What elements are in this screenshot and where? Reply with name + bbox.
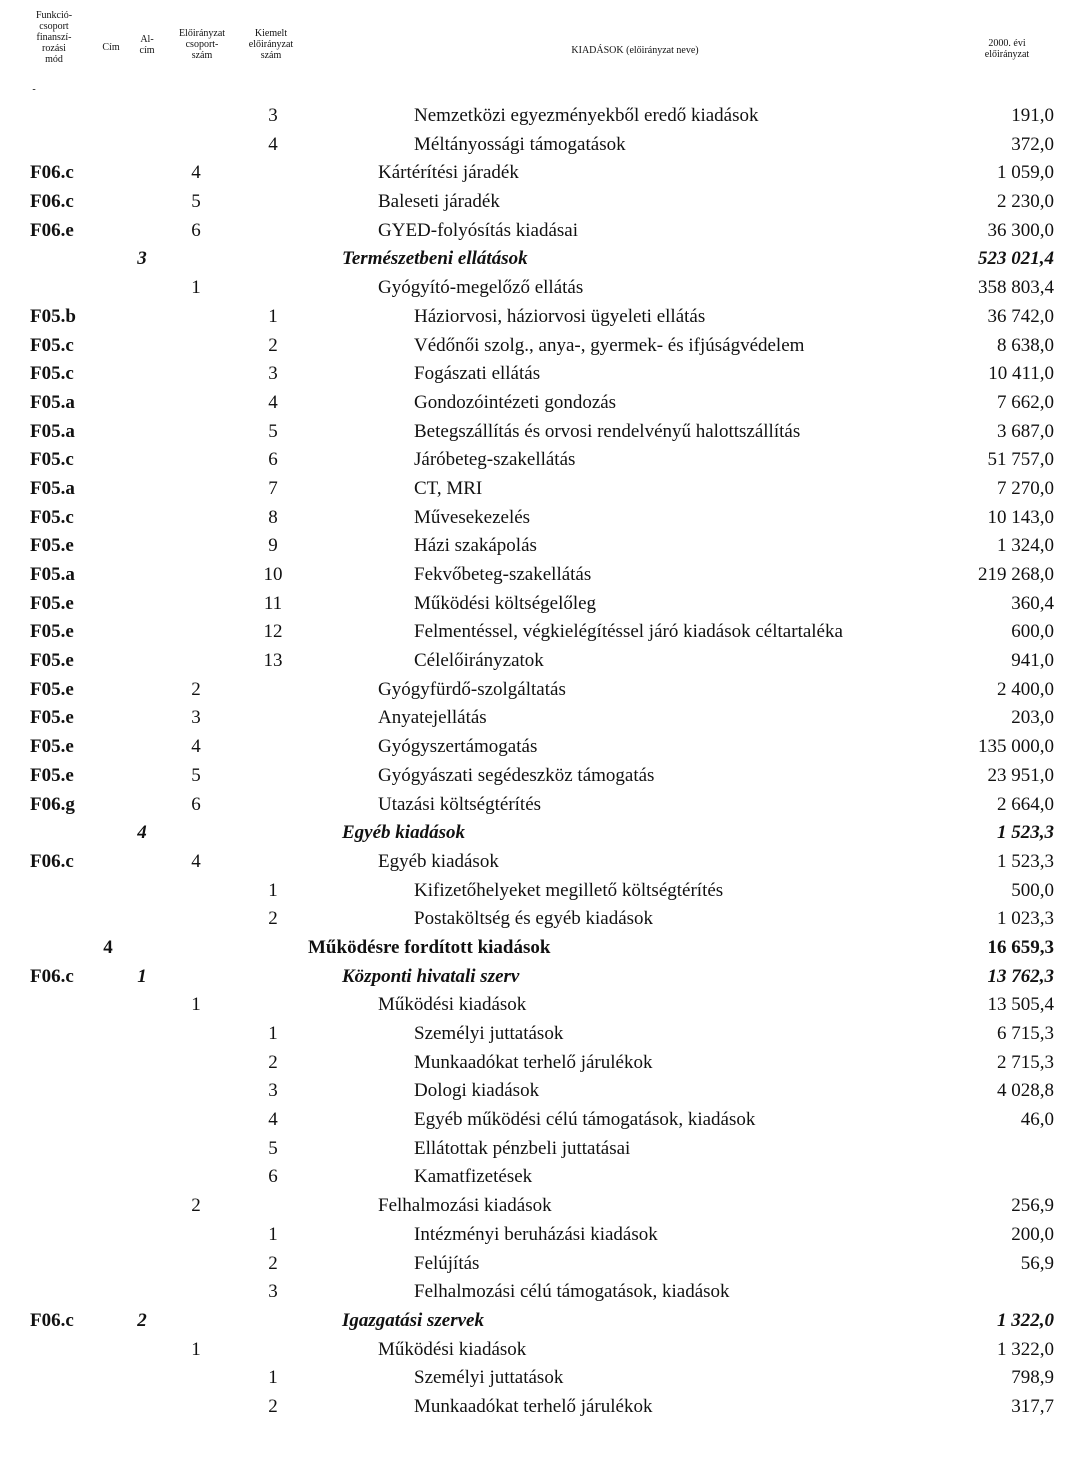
expense-name: Intézményi beruházási kiadások [414, 1223, 658, 1245]
kiemelt-eloiranyzat-number: 6 [268, 1166, 278, 1188]
amount: 358 803,4 [978, 277, 1054, 299]
funkciocsoport-code: F05.c [30, 363, 74, 385]
expense-name: Igazgatási szervek [342, 1309, 484, 1331]
kiemelt-eloiranyzat-number: 5 [268, 420, 278, 442]
table-row [0, 618, 1090, 647]
expense-name: Egyéb kiadások [378, 850, 499, 872]
table-row [0, 991, 1090, 1020]
amount: 600,0 [1011, 621, 1054, 643]
amount: 317,7 [1011, 1395, 1054, 1417]
amount: 8 638,0 [997, 334, 1054, 356]
kiemelt-eloiranyzat-number: 3 [268, 1080, 278, 1102]
expense-name: GYED-folyósítás kiadásai [378, 219, 578, 241]
header-dash: - [32, 84, 36, 95]
table-row [0, 1163, 1090, 1192]
amount: 4 028,8 [997, 1080, 1054, 1102]
expense-name: Betegszállítás és orvosi rendelvényű halottszállítás [414, 420, 801, 442]
funkciocsoport-code: F06.c [30, 162, 74, 184]
table-row [0, 188, 1090, 217]
header-kiadasok: KIADÁSOK (előirányzat neve) [571, 45, 699, 56]
amount: 13 762,3 [987, 965, 1054, 987]
table-row [0, 676, 1090, 705]
table-row [0, 245, 1090, 274]
kiemelt-eloiranyzat-number: 13 [263, 650, 283, 672]
amount: 360,4 [1011, 592, 1054, 614]
table-row [0, 102, 1090, 131]
table-row [0, 332, 1090, 361]
kiemelt-eloiranyzat-number: 1 [268, 879, 278, 901]
kiemelt-eloiranyzat-number: 2 [268, 1395, 278, 1417]
amount: 1 322,0 [997, 1338, 1054, 1360]
table-row [0, 159, 1090, 188]
table-row [0, 360, 1090, 389]
table-row [0, 561, 1090, 590]
funkciocsoport-code: F05.c [30, 449, 74, 471]
kiemelt-eloiranyzat-number: 2 [268, 1051, 278, 1073]
amount: 2 400,0 [997, 678, 1054, 700]
header-cim: Cím [102, 42, 120, 53]
eloiranyzat-csoport-number: 4 [191, 736, 201, 758]
eloiranyzat-csoport-number: 1 [191, 1338, 201, 1360]
amount: 6 715,3 [997, 1023, 1054, 1044]
funkciocsoport-code: F06.g [30, 793, 75, 815]
amount: 36 742,0 [987, 305, 1054, 327]
header-kiemelt-eloiranyzat: Kiemelt előirányzat szám [248, 28, 294, 61]
funkciocsoport-code: F05.a [30, 477, 75, 499]
funkciocsoport-code: F06.c [30, 965, 74, 987]
expense-name: Működésre fordított kiadások [308, 936, 551, 958]
table-row [0, 1106, 1090, 1135]
amount: 135 000,0 [978, 736, 1054, 758]
table-row [0, 504, 1090, 533]
table-header [0, 0, 1090, 100]
kiemelt-eloiranyzat-number: 4 [268, 391, 278, 413]
table-row [0, 791, 1090, 820]
funkciocsoport-code: F05.e [30, 592, 74, 614]
amount: 1 023,3 [997, 908, 1054, 930]
funkciocsoport-code: F05.b [30, 305, 76, 327]
kiemelt-eloiranyzat-number: 8 [268, 506, 278, 528]
amount: 13 505,4 [987, 994, 1054, 1016]
amount: 10 411,0 [988, 363, 1054, 385]
table-row [0, 418, 1090, 447]
amount: 46,0 [1020, 1109, 1054, 1131]
kiemelt-eloiranyzat-number: 12 [263, 621, 283, 643]
kiemelt-eloiranyzat-number: 1 [268, 1367, 278, 1389]
expense-name: Felmentéssel, végkielégítéssel járó kiadások céltartaléka [414, 621, 843, 643]
funkciocsoport-code: F05.e [30, 678, 74, 700]
kiemelt-eloiranyzat-number: 1 [268, 1023, 278, 1044]
amount: 51 757,0 [987, 449, 1054, 471]
table-row [0, 446, 1090, 475]
funkciocsoport-code: F05.e [30, 650, 74, 672]
kiemelt-eloiranyzat-number: 4 [268, 1109, 278, 1131]
expense-name: Gyógyfürdő-szolgáltatás [378, 678, 566, 700]
expense-name: Méltányossági támogatások [414, 133, 626, 155]
amount: 1 322,0 [997, 1309, 1054, 1331]
amount: 941,0 [1011, 650, 1054, 672]
kiemelt-eloiranyzat-number: 4 [268, 133, 278, 155]
amount: 256,9 [1011, 1195, 1054, 1217]
header-alcim: Al- cím [139, 34, 155, 56]
expense-name: Postaköltség és egyéb kiadások [414, 908, 654, 930]
amount: 1 523,3 [997, 822, 1054, 844]
funkciocsoport-code: F05.e [30, 707, 74, 729]
expense-name: CT, MRI [414, 477, 483, 499]
amount: 2 715,3 [997, 1051, 1054, 1073]
table-row [0, 1135, 1090, 1164]
amount: 3 687,0 [997, 420, 1054, 442]
alcim-number: 3 [137, 248, 147, 270]
alcim-number: 1 [137, 965, 147, 987]
expense-name: Munkaadókat terhelő járulékok [414, 1395, 653, 1417]
kiemelt-eloiranyzat-number: 10 [263, 564, 283, 585]
expense-name: Baleseti járadék [378, 191, 500, 213]
funkciocsoport-code: F05.e [30, 535, 74, 557]
expense-name: Működési költségelőleg [414, 592, 597, 614]
table-row [0, 1393, 1090, 1422]
table-row [0, 819, 1090, 848]
amount: 23 951,0 [987, 764, 1054, 786]
budget-table-body [0, 102, 1090, 1422]
expense-name: Felújítás [414, 1252, 480, 1274]
expense-name: Működési kiadások [378, 994, 527, 1016]
expense-name: Gyógyszertámogatás [378, 736, 538, 758]
amount: 16 659,3 [987, 936, 1054, 958]
expense-name: Dologi kiadások [414, 1080, 540, 1102]
table-row [0, 934, 1090, 963]
amount: 36 300,0 [987, 219, 1054, 241]
funkciocsoport-code: F05.e [30, 764, 74, 786]
table-row [0, 1278, 1090, 1307]
table-row [0, 1049, 1090, 1078]
expense-name: Célelőirányzatok [414, 650, 544, 672]
table-row [0, 1250, 1090, 1279]
table-row [0, 590, 1090, 619]
expense-name: Kártérítési járadék [378, 162, 519, 184]
funkciocsoport-code: F06.e [30, 219, 74, 241]
expense-name: Fekvőbeteg-szakellátás [414, 564, 592, 585]
table-row [0, 905, 1090, 934]
amount: 2 230,0 [997, 191, 1054, 213]
table-row [0, 963, 1090, 992]
amount: 798,9 [1011, 1367, 1054, 1389]
expense-name: Egyéb működési célú támogatások, kiadások [414, 1109, 756, 1131]
table-row [0, 131, 1090, 160]
table-row [0, 475, 1090, 504]
table-row [0, 303, 1090, 332]
table-row [0, 1307, 1090, 1336]
eloiranyzat-csoport-number: 2 [191, 678, 201, 700]
funkciocsoport-code: F06.c [30, 191, 74, 213]
amount: 1 324,0 [997, 535, 1054, 557]
table-row [0, 1364, 1090, 1393]
funkciocsoport-code: F05.c [30, 334, 74, 356]
expense-name: Ellátottak pénzbeli juttatásai [414, 1137, 631, 1159]
table-row [0, 848, 1090, 877]
cim-number: 4 [103, 936, 113, 958]
expense-name: Személyi juttatások [414, 1023, 564, 1044]
expense-name: Kamatfizetések [414, 1166, 533, 1188]
expense-name: Művesekezelés [414, 506, 531, 528]
eloiranyzat-csoport-number: 1 [191, 277, 201, 299]
expense-name: Nemzetközi egyezményekből eredő kiadások [414, 105, 759, 126]
expense-name: Gondozóintézeti gondozás [414, 391, 617, 413]
expense-name: Járóbeteg-szakellátás [414, 449, 576, 471]
amount: 200,0 [1011, 1223, 1054, 1245]
expense-name: Anyatejellátás [378, 707, 487, 729]
expense-name: Kifizetőhelyeket megillető költségtérítés [414, 879, 724, 901]
funkciocsoport-code: F05.a [30, 420, 75, 442]
amount: 372,0 [1011, 133, 1054, 155]
expense-name: Gyógyító-megelőző ellátás [378, 277, 584, 299]
table-row [0, 389, 1090, 418]
expense-name: Működési kiadások [378, 1338, 527, 1360]
eloiranyzat-csoport-number: 5 [191, 191, 201, 213]
eloiranyzat-csoport-number: 4 [191, 162, 201, 184]
expense-name: Felhalmozási célú támogatások, kiadások [414, 1281, 730, 1303]
kiemelt-eloiranyzat-number: 3 [268, 1281, 278, 1303]
table-row [0, 1020, 1090, 1049]
table-row [0, 704, 1090, 733]
funkciocsoport-code: F06.c [30, 1309, 74, 1331]
amount: 1 059,0 [997, 162, 1054, 184]
table-row [0, 733, 1090, 762]
amount: 2 664,0 [997, 793, 1054, 815]
kiemelt-eloiranyzat-number: 6 [268, 449, 278, 471]
expense-name: Védőnői szolg., anya-, gyermek- és ifjúságvédelem [414, 334, 805, 356]
amount: 10 143,0 [987, 506, 1054, 528]
kiemelt-eloiranyzat-number: 1 [268, 305, 278, 327]
header-eloiranyzat-csoport: Előirányzat csoport- szám [178, 28, 226, 61]
table-row [0, 762, 1090, 791]
kiemelt-eloiranyzat-number: 3 [268, 105, 278, 126]
table-row [0, 1336, 1090, 1365]
table-row [0, 647, 1090, 676]
header-funkciocsoport: Funkció- csoport finanszí- rozási mód [35, 10, 73, 65]
table-row [0, 1221, 1090, 1250]
expense-name: Fogászati ellátás [414, 363, 541, 385]
expense-name: Természetbeni ellátások [342, 248, 528, 270]
funkciocsoport-code: F05.c [30, 506, 74, 528]
kiemelt-eloiranyzat-number: 11 [263, 592, 283, 614]
expense-name: Központi hivatali szerv [342, 965, 520, 987]
expense-name: Egyéb kiadások [342, 822, 465, 844]
funkciocsoport-code: F05.a [30, 564, 75, 585]
kiemelt-eloiranyzat-number: 2 [268, 1252, 278, 1274]
expense-name: Munkaadókat terhelő járulékok [414, 1051, 653, 1073]
amount: 203,0 [1011, 707, 1054, 729]
funkciocsoport-code: F06.c [30, 850, 74, 872]
eloiranyzat-csoport-number: 1 [191, 994, 201, 1016]
expense-name: Felhalmozási kiadások [378, 1195, 552, 1217]
kiemelt-eloiranyzat-number: 3 [268, 363, 278, 385]
table-row [0, 274, 1090, 303]
table-row [0, 532, 1090, 561]
eloiranyzat-csoport-number: 2 [191, 1195, 201, 1217]
kiemelt-eloiranyzat-number: 2 [268, 334, 278, 356]
kiemelt-eloiranyzat-number: 9 [268, 535, 278, 557]
amount: 219 268,0 [978, 564, 1054, 585]
kiemelt-eloiranyzat-number: 7 [268, 477, 278, 499]
table-row [0, 877, 1090, 906]
expense-name: Utazási költségtérítés [378, 793, 542, 815]
amount: 56,9 [1020, 1252, 1054, 1274]
expense-name: Háziorvosi, háziorvosi ügyeleti ellátás [414, 305, 706, 327]
alcim-number: 2 [137, 1309, 147, 1331]
amount: 7 662,0 [997, 391, 1054, 413]
expense-name: Gyógyászati segédeszköz támogatás [378, 764, 655, 786]
kiemelt-eloiranyzat-number: 5 [268, 1137, 278, 1159]
amount: 500,0 [1011, 879, 1054, 901]
table-row [0, 217, 1090, 246]
amount: 7 270,0 [997, 477, 1054, 499]
amount: 191,0 [1011, 105, 1054, 126]
header-eloiranyzat-ev: 2000. évi előirányzat [984, 38, 1030, 60]
amount: 1 523,3 [997, 850, 1054, 872]
expense-name: Házi szakápolás [414, 535, 537, 557]
kiemelt-eloiranyzat-number: 2 [268, 908, 278, 930]
funkciocsoport-code: F05.e [30, 736, 74, 758]
expense-name: Személyi juttatások [414, 1367, 564, 1389]
kiemelt-eloiranyzat-number: 1 [268, 1223, 278, 1245]
table-row [0, 1192, 1090, 1221]
alcim-number: 4 [137, 822, 147, 844]
eloiranyzat-csoport-number: 4 [191, 850, 201, 872]
funkciocsoport-code: F05.a [30, 391, 75, 413]
funkciocsoport-code: F05.e [30, 621, 74, 643]
eloiranyzat-csoport-number: 6 [191, 219, 201, 241]
eloiranyzat-csoport-number: 5 [191, 764, 201, 786]
table-row [0, 1077, 1090, 1106]
eloiranyzat-csoport-number: 6 [191, 793, 201, 815]
eloiranyzat-csoport-number: 3 [191, 707, 201, 729]
amount: 523 021,4 [978, 248, 1054, 270]
